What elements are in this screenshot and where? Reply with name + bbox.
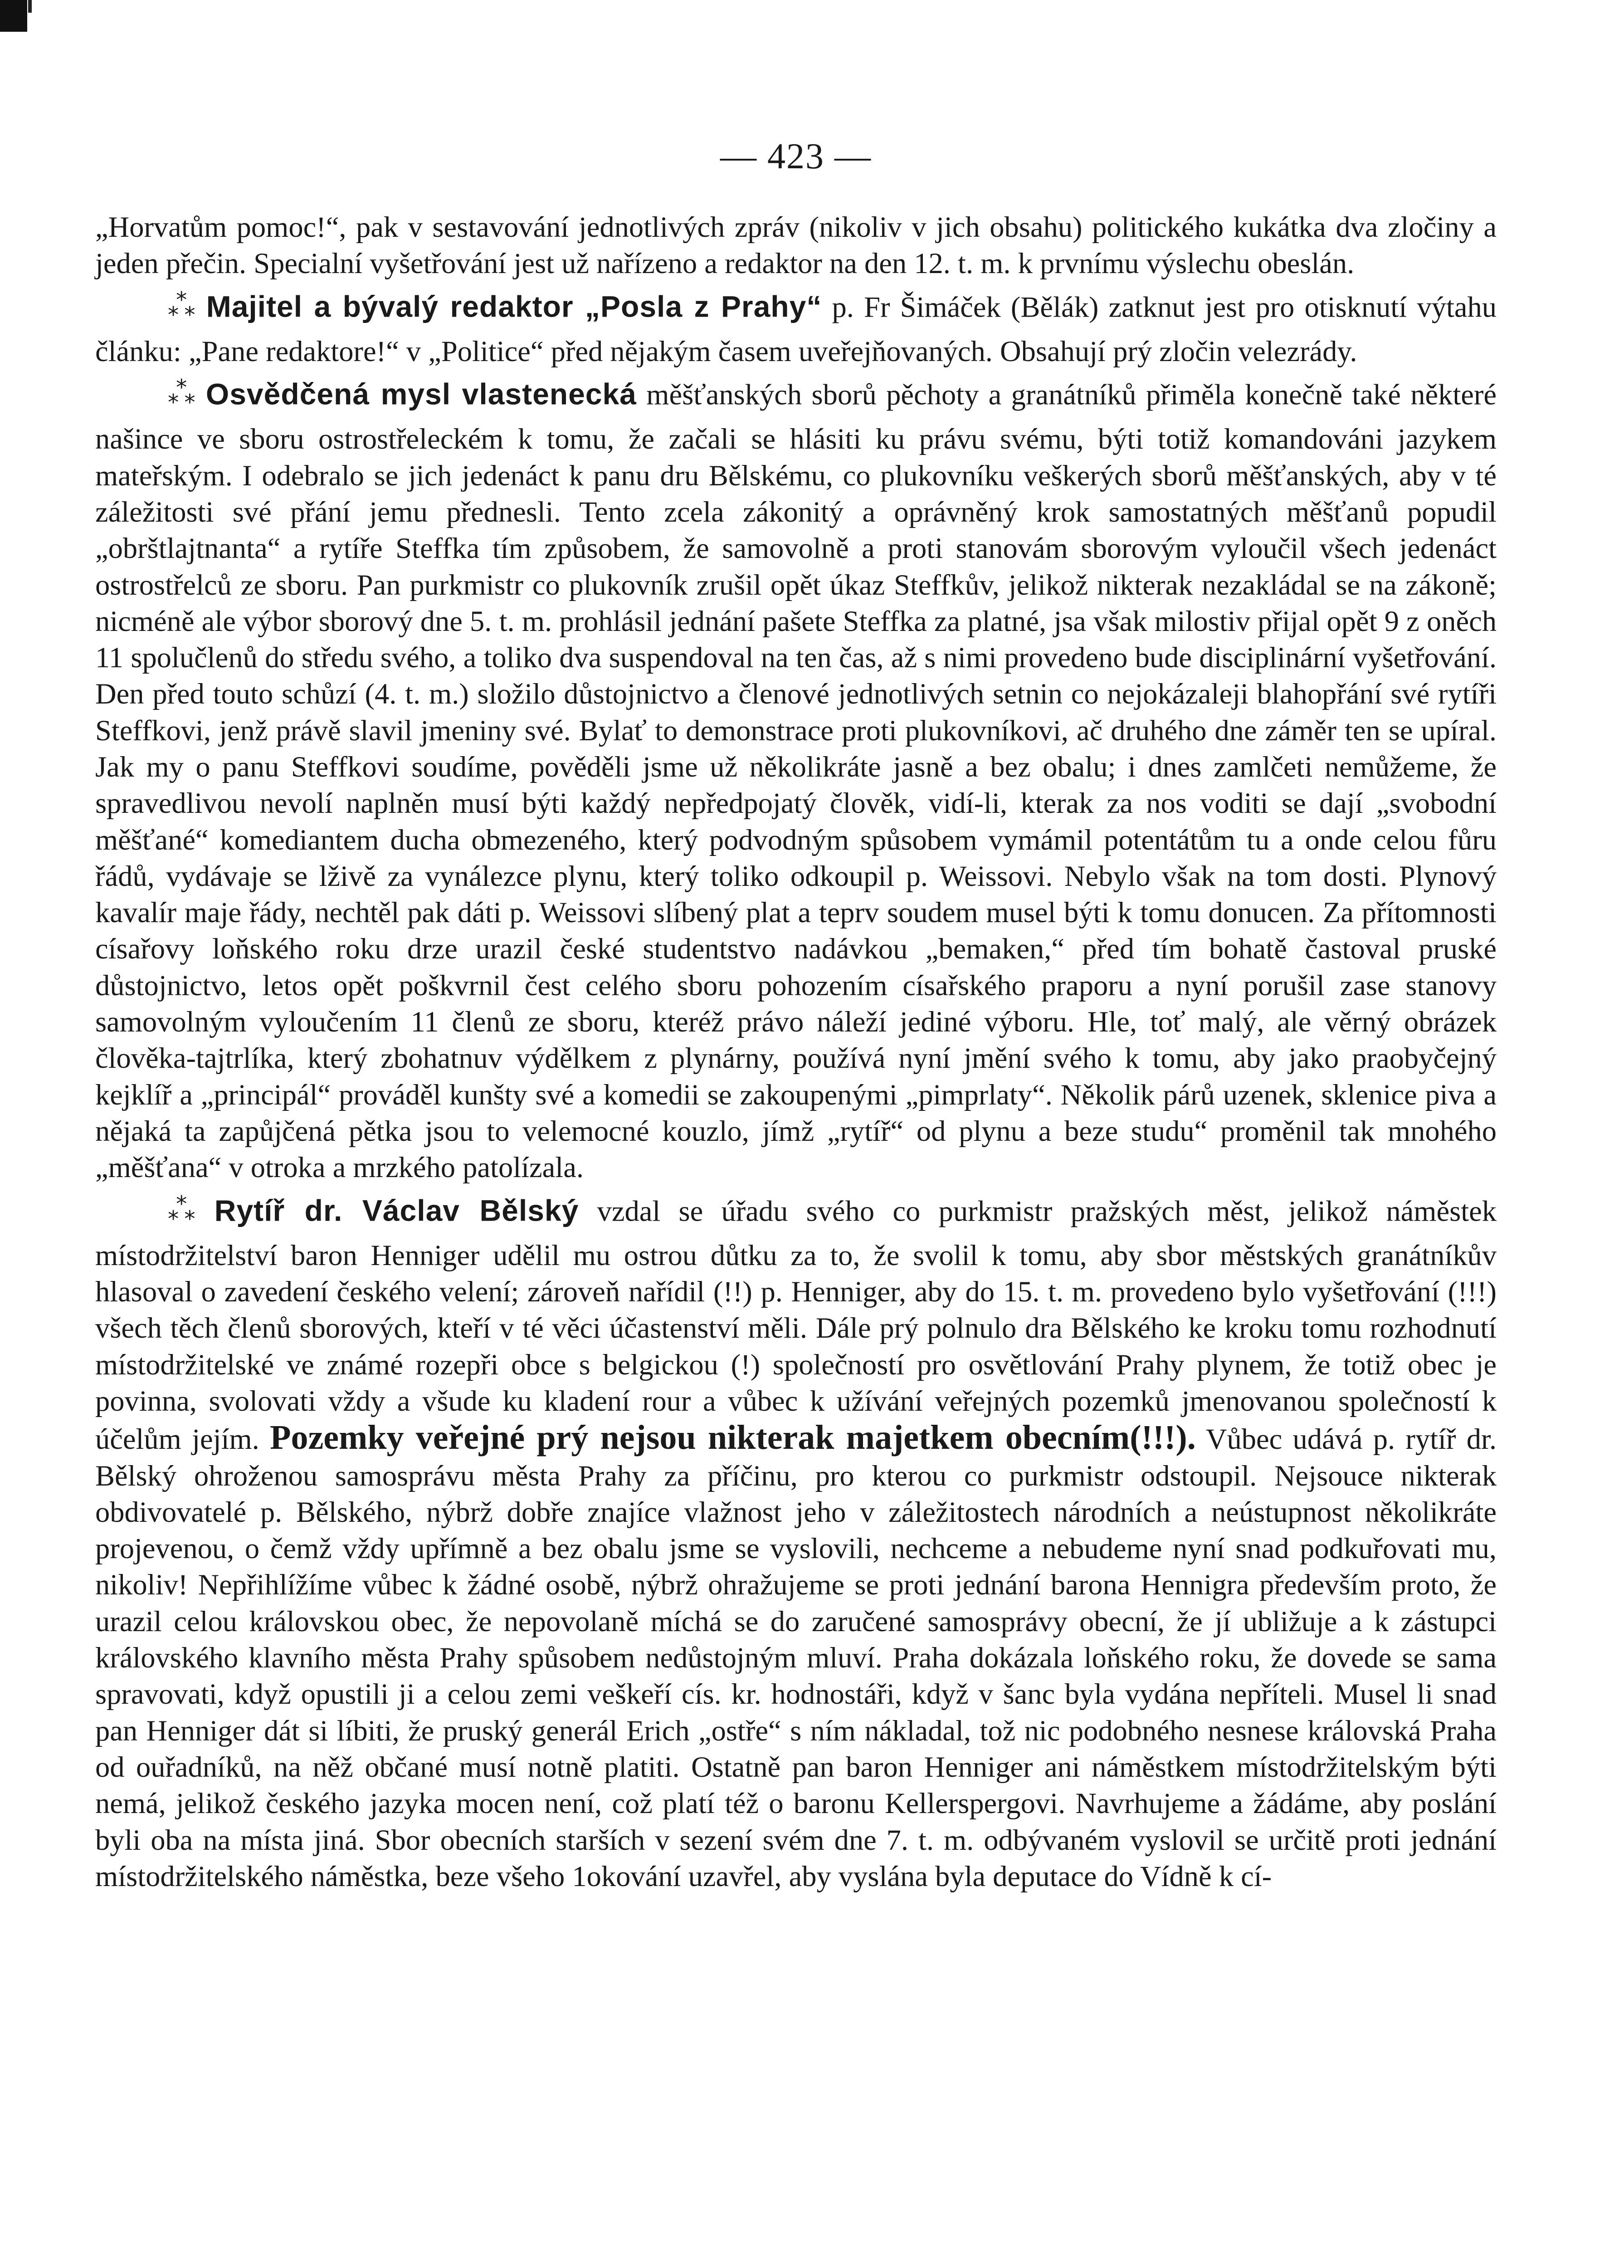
paragraph-intro-text: „Horvatům pomoc!“, pak v sestavování jednotlivých zpráv (nikoliv v jich obsahu) politického kukátka dva zločiny a jeden přečin. Specialní vyšetřování jest už nařízeno a redaktor na den 12. t. m. k prvnímu výslechu obeslán. [95,211,1497,280]
paragraph-rytir-text-after: Vůbec udává p. rytíř dr. Bělský ohroženou samosprávu města Prahy za příčinu, pro kterou co purkmistr odstoupil. Nejsouce nikterak obdivovatelé p. Bělského, nýbrž dobře znajíce vlažnost jeho v záležitostech národních a neústupnost několikráte projevenou, o čemž vždy upřímně a bez obalu jsme se vyslovili, nechceme a nebudeme nyní snad podkuřovati mu, nikoliv! Nepřihlížíme vůbec k žádné osobě, nýbrž ohražujeme se proti jednání barona Hennigra především proto, že urazil celou královskou obec, že nepovolaně míchá se do zaručené samosprávy obecní, že jí ubližuje a k zástupci královského klavního města Prahy spůsobem nedůstojným mluví. Praha dokázala loňského roku, že dovede se sama spravovati, když opustili ji a celou zemi veškeří cís. kr. hodnostáři, když v šanc byla vydána nepříteli. Musel li snad pan Henniger dát si líbiti, že pruský generál Erich „ostře“ s ním nákladal, tož nic podobného nesnese královská Praha od ouřadníků, na něž občané musí notně platiti. Ostatně pan baron Henniger ani náměstkem místodržitelským býti nemá, jelikož českého jazyka mocen není, což platí též o baronu Kellerspergovi. Navrhujeme a žádáme, aby poslání byli oba na místa jiná. Sbor obecních starších v sezení svém dne 7. t. m. odbývaném vyslovil se určitě proti jednání místodržitelského náměstka, beze všeho 1okování uzavřel, aby vyslána byla deputace do Vídně k cí- [95,1423,1497,1892]
paragraph-rytir-text: vzdal se úřadu svého co purkmistr pražských měst, jelikož náměstek místodržitelství baron Henniger udělil mu ostrou důtku za to, že svolil k tomu, aby sbor městských granátníkův hlasoval o zavedení českého velení; zároveň nařídil (!!) p. Henniger, aby do 15. t. m. provedeno bylo vyšetřování (!!!) všech těch členů sborových, kteří v té věci účastenství měli. Dále prý polnulo dra Bělského ke kroku tomu rozhodnutí místodržitelské ve známé rozepři obce s belgickou (!) společností pro osvětlování Prahy plynem, že totiž obec je povinna, svolovati vždy a všude ku kladení rour a vůbec k užívání veřejných pozemků jmenovanou společností k účelům jejím. [95,1194,1497,1456]
asterism-marker: $_*$*$_*$ [168,287,193,328]
paragraph-majitel-text: p. Fr Šimáček (Bělák) zatknut jest pro otisknutí výtahu článku: „Pane redaktore!“ v „Politice“ před nějakým časem uveřejňovaných. Obsahují prý zločin velezrády. [95,290,1497,367]
asterism-marker: $_*$*$_*$ [168,1191,193,1232]
paragraph-rytir [95,1186,1497,1895]
scan-edge-mark-small [28,0,32,13]
paragraph-rytir-headline: Rytíř dr. Václav Bělský [214,1193,579,1227]
paragraph-rytir-bold-phrase: Pozemky veřejné prý nejsou nikterak majetkem obecním(!!!). [270,1418,1196,1457]
paragraph-intro [95,209,1497,282]
paragraph-majitel-headline: Majitel a bývalý redaktor „Posla z Prahy“ [206,289,822,323]
asterism-marker: $_*$*$_*$ [168,375,193,416]
paragraph-osvedcena-text: měšťanských sborů pěchoty a granátníků přiměla konečně také některé našince ve sboru ostrostřeleckém k tomu, že začali se hlásiti ku právu svému, býti totiž komandováni jazykem mateřským. I odebralo se jich jedenáct k panu dru Bělskému, co plukovníku veškerých sborů měšťanských, aby v té záležitosti své přání jemu přednesli. Tento zcela zákonitý a oprávněný krok samostatných měšťanů popudil „obrštlajtnanta“ a rytíře Steffka tím způsobem, že samovolně a proti stanovám sborovým vyloučil všech jedenáct ostrostřelců ze sboru. Pan purkmistr co plukovník zrušil opět úkaz Steffkův, jelikož nikterak nezakládal se na zákoně; nicméně ale výbor sborový dne 5. t. m. prohlásil jednání pašete Steffka za platné, jsa však milostiv přijal opět 9 z oněch 11 spolučlenů do středu svého, a toliko dva suspendoval na ten čas, až s nimi provedeno bude disciplinární vyšetřování. Den před touto schůzí (4. t. m.) složilo důstojnictvo a členové jednotlivých setnin co nejokázaleji blahopřání své rytíři Steffkovi, jenž právě slavil jmeniny své. Bylať to demonstrace proti plukovníkovi, ač druhého dne záměr ten se upíral. Jak my o panu Steffkovi soudíme, pověděli jsme už několikráte jasně a bez obalu; i dnes zamlčeti nemůžeme, že spravedlivou nevolí naplněn musí býti každý nepředpojatý člověk, vidí-li, kterak za nos voditi se dají „svobodní měšťané“ komediantem ducha obmezeného, který podvodným spůsobem vymámil potentátům tu a onde celou fůru řádů, vydávaje se lživě za vynálezce plynu, který toliko odkoupil p. Weissovi. Nebylo však na tom dosti. Plynový kavalír maje řády, nechtěl pak dáti p. Weissovi slíbený plat a teprv soudem musel býti k tomu donucen. Za přítomnosti císařovy loňského roku drze urazil české studentstvo nadávkou „bemaken,“ před tím bohatě častoval pruské důstojnictvo, letos opět poškvrnil čest celého sboru pohozením císařského praporu a nyní porušil zase stanovy samovolným vyloučením 11 členů ze sboru, kteréž právo náleží jediné výboru. Hle, toť malý, ale věrný obrázek člověka-tajtrlíka, který zbohatnuv výdělkem z plynárny, používá nyní jmění svého k tomu, aby jako praobyčejný kejklíř a „principál“ prováděl kunšty své a komedii se zakoupenými „pimprlaty“. Několik párů uzenek, sklenice piva a nějaká ta zapůjčená pětka jsou to velemocné kouzlo, jímž „rytíř“ od plynu a beze studu“ proměnil tak mnohého „měšťana“ v otroka a mrzkého patolízala. [95,378,1497,1184]
page-number: — 423 — [720,137,872,176]
scan-edge-mark [0,0,27,32]
paragraph-majitel [95,282,1497,370]
paragraph-osvedcena [95,370,1497,1186]
document-page [95,136,1497,1895]
paragraph-osvedcena-headline: Osvědčená mysl vlastenecká [205,377,637,411]
